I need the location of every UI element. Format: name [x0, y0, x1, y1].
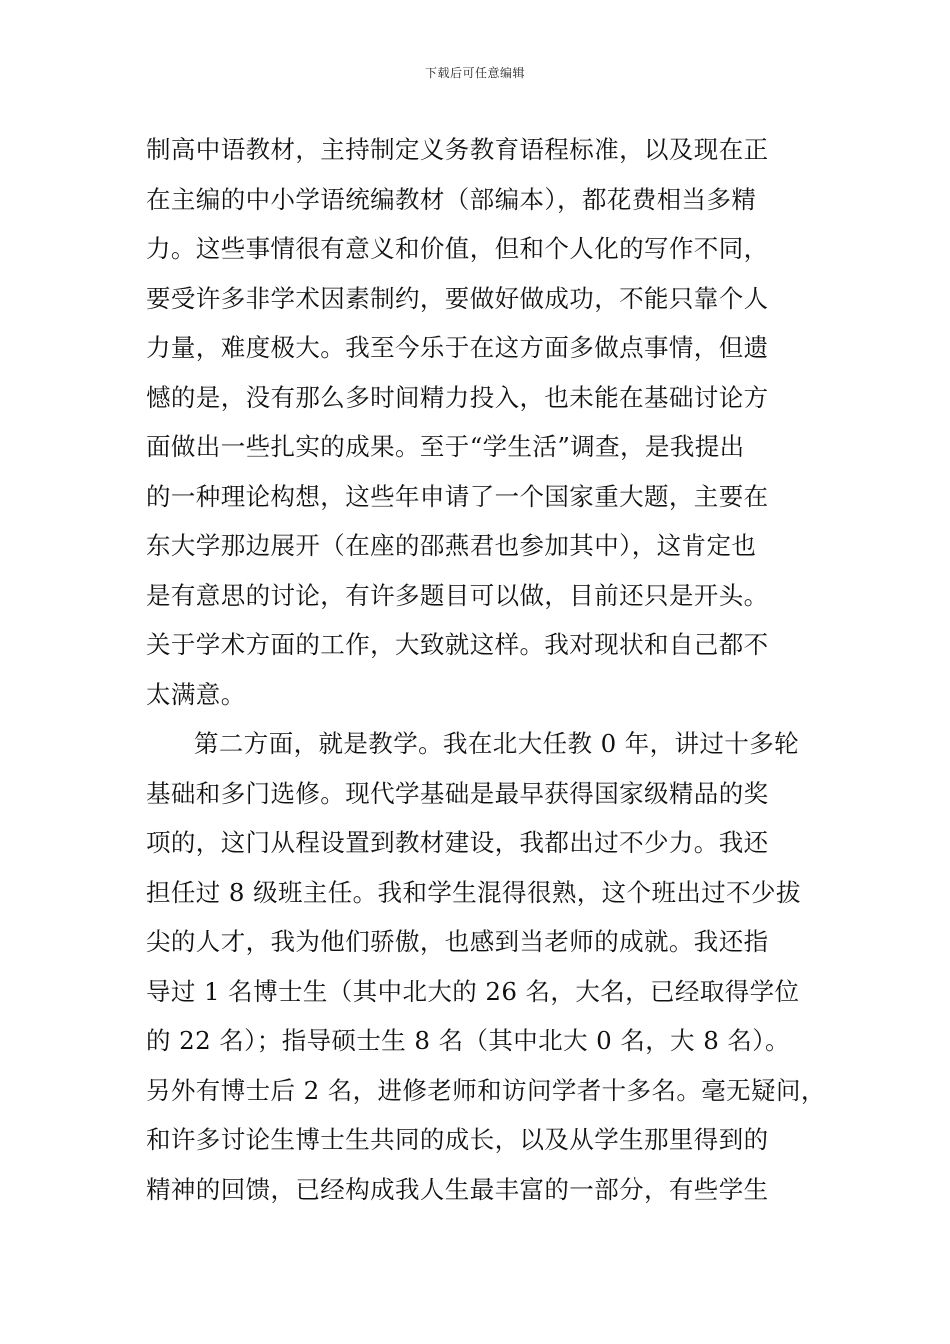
text-line: 导过 1 名博士生（其中北大的 26 名，大名，已经取得学位	[146, 976, 800, 1006]
text-line: 制高中语教材，主持制定义务教育语程标准，以及现在正	[146, 135, 769, 164]
text-line: 力。这些事情很有意义和价值，但和个人化的写作不同，	[146, 234, 769, 263]
text-line: 基础和多门选修。现代学基础是最早获得国家级精品的奖	[146, 778, 769, 808]
text-line: 太满意。	[146, 679, 246, 709]
paragraph-start-line: 第二方面，就是教学。我在北大任教 0 年，讲过十多轮	[194, 729, 800, 758]
text-line: 和许多讨论生博士生共同的成长，以及从学生那里得到的	[146, 1125, 769, 1154]
text-line: 是有意思的讨论，有许多题目可以做，目前还只是开头。	[146, 580, 769, 610]
text-line: 精神的回馈，已经构成我人生最丰富的一部分，有些学生	[146, 1174, 769, 1204]
text-line: 东大学那边展开（在座的邵燕君也参加其中），这肯定也	[146, 531, 757, 560]
text-line: 担任过 8 级班主任。我和学生混得很熟，这个班出过不少拔	[146, 877, 801, 907]
text-line: 关于学术方面的工作，大致就这样。我对现状和自己都不	[146, 630, 769, 659]
text-line: 在主编的中小学语统编教材（部编本），都花费相当多精	[146, 184, 757, 214]
text-line: 憾的是，没有那么多时间精力投入，也未能在基础讨论方	[146, 382, 769, 412]
body-text	[146, 130, 826, 1219]
text-line: 面做出一些扎实的成果。至于“学生活”调查，是我提出	[146, 432, 745, 461]
text-line: 尖的人才，我为他们骄傲，也感到当老师的成就。我还指	[146, 927, 769, 956]
text-line: 的 22 名）；指导硕士生 8 名（其中北大 0 名，大 8 名）。	[146, 1026, 790, 1055]
text-line: 要受许多非学术因素制约，要做好做成功，不能只靠个人	[146, 283, 769, 313]
text-line: 项的，这门从程设置到教材建设，我都出过不少力。我还	[146, 828, 769, 857]
page-header: 下载后可任意编辑	[424, 66, 525, 80]
text-line: 力量，难度极大。我至今乐于在这方面多做点事情，但遗	[146, 333, 769, 362]
text-line: 的一种理论构想，这些年申请了一个国家重大题，主要在	[146, 481, 769, 511]
text-line: 另外有博士后 2 名，进修老师和访问学者十多名。毫无疑问，	[146, 1075, 826, 1105]
